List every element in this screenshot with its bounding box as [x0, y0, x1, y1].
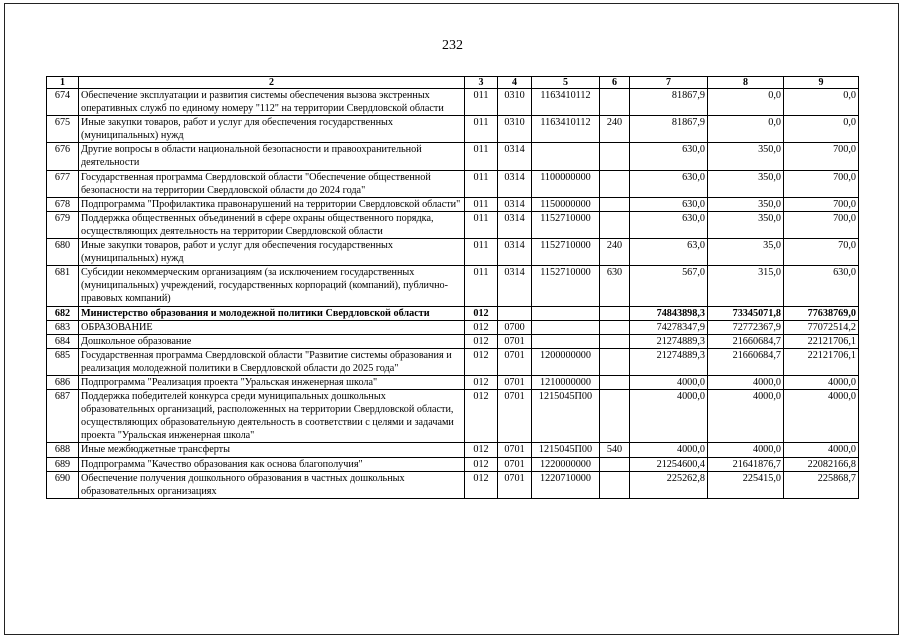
row-target-code: 1220000000 [532, 457, 600, 471]
table-body [47, 89, 859, 499]
row-name: Подпрограмма "Реализация проекта "Уральская инженерная школа" [79, 375, 465, 389]
row-ministry-code: 012 [465, 306, 498, 320]
row-amount-col7: 4000,0 [630, 375, 708, 389]
row-number: 677 [47, 170, 79, 197]
table-row [47, 306, 859, 320]
row-target-code: 1215045П00 [532, 443, 600, 457]
row-expense-type [600, 306, 630, 320]
row-number: 686 [47, 375, 79, 389]
row-amount-col8: 315,0 [708, 266, 784, 306]
row-amount-col8: 21660684,7 [708, 334, 784, 348]
row-number: 682 [47, 306, 79, 320]
row-name: ОБРАЗОВАНИЕ [79, 320, 465, 334]
row-number: 676 [47, 143, 79, 170]
row-name: Подпрограмма "Качество образования как основа благополучия" [79, 457, 465, 471]
row-section-code: 0314 [498, 211, 532, 238]
row-amount-col7: 63,0 [630, 239, 708, 266]
row-section-code: 0314 [498, 239, 532, 266]
row-amount-col9: 700,0 [784, 211, 859, 238]
row-expense-type [600, 348, 630, 375]
table-row [47, 390, 859, 443]
row-name: Государственная программа Свердловской области "Обеспечение общественной безопасности на территории Свердловской области до 2024 года" [79, 170, 465, 197]
row-target-code: 1152710000 [532, 239, 600, 266]
row-section-code: 0310 [498, 89, 532, 116]
row-amount-col9: 4000,0 [784, 375, 859, 389]
row-number: 687 [47, 390, 79, 443]
row-target-code: 1163410112 [532, 116, 600, 143]
row-amount-col9: 70,0 [784, 239, 859, 266]
row-ministry-code: 012 [465, 443, 498, 457]
row-amount-col7: 81867,9 [630, 116, 708, 143]
row-name: Поддержка победителей конкурса среди муниципальных дошкольных образовательных организаций, расположенных на территории Свердловской области, осуществляющих образовательную деятельность в соответствии с целями и задачами проекта "Уральская инженерная школа" [79, 390, 465, 443]
row-amount-col7: 21274889,3 [630, 348, 708, 375]
row-expense-type [600, 89, 630, 116]
row-amount-col7: 630,0 [630, 197, 708, 211]
header-col-8: 8 [708, 77, 784, 89]
row-amount-col8: 4000,0 [708, 375, 784, 389]
row-target-code [532, 334, 600, 348]
row-section-code: 0701 [498, 443, 532, 457]
row-ministry-code: 011 [465, 116, 498, 143]
row-number: 689 [47, 457, 79, 471]
row-section-code: 0314 [498, 197, 532, 211]
row-section-code [498, 306, 532, 320]
row-ministry-code: 012 [465, 348, 498, 375]
row-target-code: 1100000000 [532, 170, 600, 197]
row-amount-col9: 77072514,2 [784, 320, 859, 334]
row-name: Дошкольное образование [79, 334, 465, 348]
row-expense-type [600, 334, 630, 348]
row-number: 678 [47, 197, 79, 211]
row-amount-col9: 700,0 [784, 143, 859, 170]
row-amount-col9: 22082166,8 [784, 457, 859, 471]
row-name: Другие вопросы в области национальной безопасности и правоохранительной деятельности [79, 143, 465, 170]
table-row [47, 116, 859, 143]
row-number: 685 [47, 348, 79, 375]
row-amount-col9: 4000,0 [784, 443, 859, 457]
row-expense-type [600, 143, 630, 170]
table-row [47, 471, 859, 498]
row-expense-type [600, 197, 630, 211]
table-row [47, 239, 859, 266]
row-amount-col7: 630,0 [630, 143, 708, 170]
row-section-code: 0701 [498, 334, 532, 348]
header-col-1: 1 [47, 77, 79, 89]
row-section-code: 0701 [498, 471, 532, 498]
row-amount-col9: 77638769,0 [784, 306, 859, 320]
row-name: Иные закупки товаров, работ и услуг для обеспечения государственных (муниципальных) нужд [79, 116, 465, 143]
row-amount-col7: 4000,0 [630, 390, 708, 443]
row-amount-col7: 630,0 [630, 211, 708, 238]
row-amount-col8: 0,0 [708, 116, 784, 143]
row-amount-col7: 81867,9 [630, 89, 708, 116]
header-col-6: 6 [600, 77, 630, 89]
row-section-code: 0700 [498, 320, 532, 334]
row-expense-type [600, 457, 630, 471]
header-col-3: 3 [465, 77, 498, 89]
row-ministry-code: 011 [465, 197, 498, 211]
row-amount-col8: 73345071,8 [708, 306, 784, 320]
row-target-code [532, 320, 600, 334]
row-ministry-code: 011 [465, 170, 498, 197]
row-ministry-code: 012 [465, 334, 498, 348]
header-col-2: 2 [79, 77, 465, 89]
row-number: 675 [47, 116, 79, 143]
row-name: Государственная программа Свердловской области "Развитие системы образования и реализация молодежной политики в Свердловской области до 2025 года" [79, 348, 465, 375]
row-number: 690 [47, 471, 79, 498]
row-expense-type [600, 390, 630, 443]
table-row [47, 443, 859, 457]
row-number: 684 [47, 334, 79, 348]
row-number: 674 [47, 89, 79, 116]
row-ministry-code: 011 [465, 143, 498, 170]
row-ministry-code: 011 [465, 239, 498, 266]
row-amount-col7: 225262,8 [630, 471, 708, 498]
row-ministry-code: 011 [465, 89, 498, 116]
row-name: Субсидии некоммерческим организациям (за исключением государственных (муниципальных) учреждений, государственных корпораций (компаний), публично-правовых компаний) [79, 266, 465, 306]
header-col-7: 7 [630, 77, 708, 89]
row-name: Иные межбюджетные трансферты [79, 443, 465, 457]
row-amount-col8: 72772367,9 [708, 320, 784, 334]
row-amount-col9: 0,0 [784, 89, 859, 116]
row-name: Иные закупки товаров, работ и услуг для обеспечения государственных (муниципальных) нужд [79, 239, 465, 266]
row-name: Поддержка общественных объединений в сфере охраны общественного порядка, осуществляющих деятельность на территории Свердловской области [79, 211, 465, 238]
row-expense-type [600, 471, 630, 498]
row-expense-type [600, 375, 630, 389]
row-expense-type: 540 [600, 443, 630, 457]
row-target-code: 1200000000 [532, 348, 600, 375]
row-section-code: 0310 [498, 116, 532, 143]
row-amount-col8: 35,0 [708, 239, 784, 266]
row-expense-type [600, 320, 630, 334]
row-amount-col9: 700,0 [784, 197, 859, 211]
row-amount-col7: 630,0 [630, 170, 708, 197]
row-amount-col9: 225868,7 [784, 471, 859, 498]
row-number: 679 [47, 211, 79, 238]
row-number: 680 [47, 239, 79, 266]
table-row [47, 197, 859, 211]
row-target-code: 1215045П00 [532, 390, 600, 443]
row-expense-type: 630 [600, 266, 630, 306]
row-amount-col7: 21254600,4 [630, 457, 708, 471]
row-section-code: 0314 [498, 266, 532, 306]
row-section-code: 0701 [498, 348, 532, 375]
header-col-5: 5 [532, 77, 600, 89]
row-target-code: 1150000000 [532, 197, 600, 211]
table-row [47, 170, 859, 197]
page-number: 232 [442, 38, 463, 53]
row-target-code: 1152710000 [532, 266, 600, 306]
row-amount-col9: 630,0 [784, 266, 859, 306]
row-amount-col9: 22121706,1 [784, 348, 859, 375]
row-name: Министерство образования и молодежной политики Свердловской области [79, 306, 465, 320]
row-amount-col9: 700,0 [784, 170, 859, 197]
row-ministry-code: 012 [465, 457, 498, 471]
table-row [47, 320, 859, 334]
row-section-code: 0314 [498, 170, 532, 197]
row-amount-col9: 4000,0 [784, 390, 859, 443]
row-amount-col8: 350,0 [708, 170, 784, 197]
row-target-code: 1152710000 [532, 211, 600, 238]
table-row [47, 348, 859, 375]
budget-table [46, 76, 859, 499]
row-ministry-code: 012 [465, 390, 498, 443]
row-name: Обеспечение получения дошкольного образования в частных дошкольных образовательных организациях [79, 471, 465, 498]
row-name: Подпрограмма "Профилактика правонарушений на территории Свердловской области" [79, 197, 465, 211]
row-name: Обеспечение эксплуатации и развития системы обеспечения вызова экстренных оперативных служб по единому номеру "112" на территории Свердловской области [79, 89, 465, 116]
table-row [47, 266, 859, 306]
row-ministry-code: 011 [465, 266, 498, 306]
row-section-code: 0701 [498, 390, 532, 443]
row-target-code [532, 306, 600, 320]
row-amount-col8: 4000,0 [708, 390, 784, 443]
row-amount-col8: 4000,0 [708, 443, 784, 457]
row-section-code: 0701 [498, 457, 532, 471]
row-amount-col8: 21660684,7 [708, 348, 784, 375]
table-row [47, 334, 859, 348]
row-amount-col8: 225415,0 [708, 471, 784, 498]
row-expense-type [600, 211, 630, 238]
table-row [47, 89, 859, 116]
row-ministry-code: 012 [465, 471, 498, 498]
row-target-code: 1220710000 [532, 471, 600, 498]
row-amount-col9: 0,0 [784, 116, 859, 143]
row-amount-col7: 4000,0 [630, 443, 708, 457]
row-ministry-code: 011 [465, 211, 498, 238]
row-expense-type: 240 [600, 116, 630, 143]
row-amount-col8: 350,0 [708, 211, 784, 238]
row-amount-col7: 74278347,9 [630, 320, 708, 334]
row-expense-type [600, 170, 630, 197]
row-amount-col8: 0,0 [708, 89, 784, 116]
row-amount-col7: 74843898,3 [630, 306, 708, 320]
row-section-code: 0314 [498, 143, 532, 170]
table-row [47, 211, 859, 238]
row-number: 681 [47, 266, 79, 306]
row-number: 683 [47, 320, 79, 334]
table-row [47, 375, 859, 389]
table-header-row [47, 77, 859, 89]
row-number: 688 [47, 443, 79, 457]
table-row [47, 143, 859, 170]
row-section-code: 0701 [498, 375, 532, 389]
row-target-code: 1210000000 [532, 375, 600, 389]
row-amount-col7: 21274889,3 [630, 334, 708, 348]
row-ministry-code: 012 [465, 375, 498, 389]
header-col-4: 4 [498, 77, 532, 89]
row-ministry-code: 012 [465, 320, 498, 334]
row-target-code: 1163410112 [532, 89, 600, 116]
row-expense-type: 240 [600, 239, 630, 266]
row-amount-col8: 350,0 [708, 143, 784, 170]
header-col-9: 9 [784, 77, 859, 89]
row-amount-col7: 567,0 [630, 266, 708, 306]
table-row [47, 457, 859, 471]
row-target-code [532, 143, 600, 170]
row-amount-col9: 22121706,1 [784, 334, 859, 348]
row-amount-col8: 350,0 [708, 197, 784, 211]
row-amount-col8: 21641876,7 [708, 457, 784, 471]
